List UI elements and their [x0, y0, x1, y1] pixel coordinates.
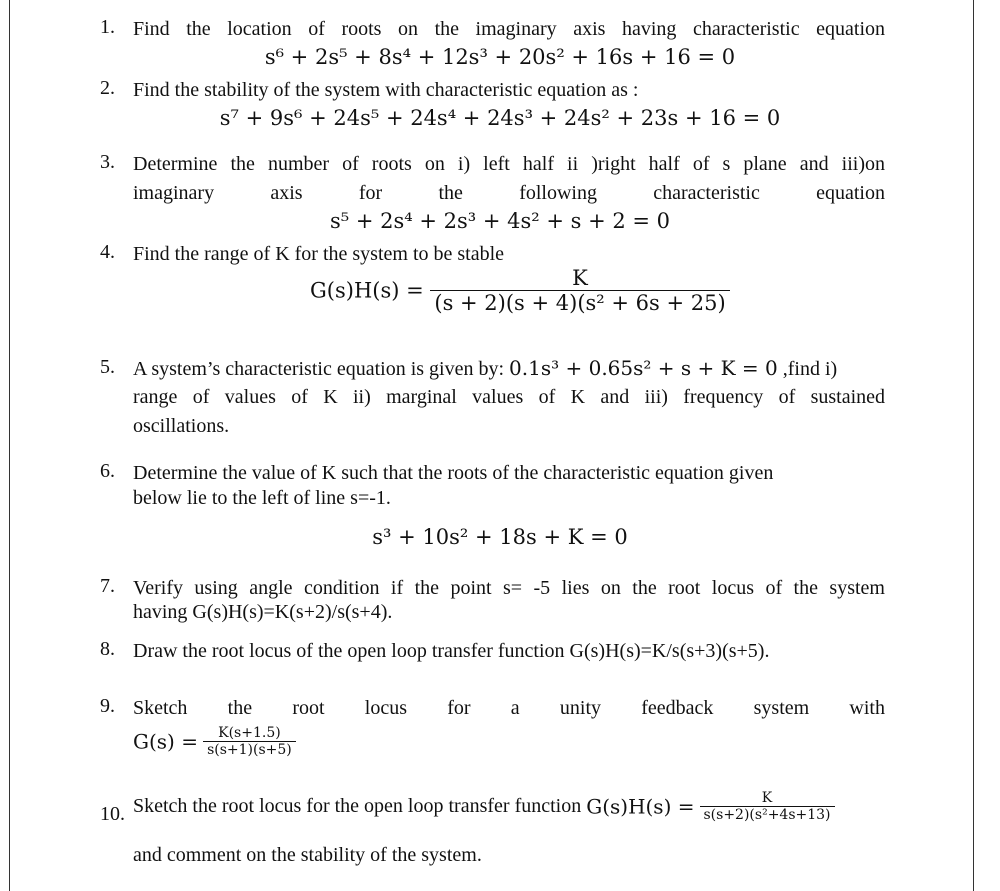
- equation-lhs: G(s) =: [133, 729, 198, 754]
- numerator: K: [761, 790, 773, 806]
- question-number: 2.: [100, 77, 115, 99]
- question-number: 7.: [100, 575, 115, 597]
- left-border: [9, 0, 10, 891]
- question-number: 1.: [100, 16, 115, 38]
- equation: s⁵ + 2s⁴ + 2s³ + 4s² + s + 2 = 0: [329, 209, 671, 233]
- equation: s⁶ + 2s⁵ + 8s⁴ + 12s³ + 20s² + 16s + 16 = 0: [264, 45, 736, 69]
- right-border: [973, 0, 974, 891]
- equation-lhs: G(s)H(s) =: [310, 278, 424, 303]
- question-text-line: Determine the number of roots on i) left half ii )right half of s plane and iii)on: [133, 153, 885, 175]
- question-text-line: having G(s)H(s)=K(s+2)/s(s+4).: [133, 601, 393, 623]
- question-number: 5.: [100, 356, 115, 378]
- equation: s³ + 10s² + 18s + K = 0: [372, 525, 628, 549]
- question-text-line: imaginary axis for the following characteristic equation: [133, 182, 885, 204]
- numerator: K(s+1.5): [218, 725, 281, 741]
- question-text-line: and comment on the stability of the system.: [133, 844, 482, 866]
- question-text-line: [133, 354, 885, 384]
- denominator: s(s+1)(s+5): [203, 741, 296, 758]
- question-text-line: oscillations.: [133, 415, 230, 437]
- transfer-function: [133, 725, 296, 758]
- question-number: 4.: [100, 241, 115, 263]
- question-text-line: below lie to the left of line s=-1.: [133, 487, 391, 509]
- equation: s⁷ + 9s⁶ + 24s⁵ + 24s⁴ + 24s³ + 24s² + 23s + 16 = 0: [219, 106, 781, 130]
- question-text-line: Verify using angle condition if the point s= -5 lies on the root locus of the system: [133, 577, 885, 599]
- question-text: Find the range of K for the system to be stable: [133, 243, 505, 265]
- question-number: 6.: [100, 460, 115, 482]
- denominator: s(s+2)(s²+4s+13): [700, 806, 835, 823]
- question-text: Find the stability of the system with characteristic equation as :: [133, 79, 639, 101]
- equation-lhs: G(s)H(s) =: [586, 794, 695, 819]
- fraction: [203, 725, 296, 758]
- question-text-line: Determine the value of K such that the roots of the characteristic equation given: [133, 462, 774, 484]
- question-text-line: [133, 790, 835, 823]
- question-number: 10.: [100, 803, 125, 825]
- denominator: (s + 2)(s + 4)(s² + 6s + 25): [430, 290, 729, 315]
- question-text: Sketch the root locus for the open loop transfer function: [133, 795, 587, 817]
- question-text-line: range of values of K ii) marginal values of K and iii) frequency of sustained: [133, 386, 885, 408]
- question-number: 9.: [100, 695, 115, 717]
- question-text: Draw the root locus of the open loop transfer function G(s)H(s)=K/s(s+3)(s+5).: [133, 640, 770, 662]
- question-number: 8.: [100, 638, 115, 660]
- question-text: Find the location of roots on the imaginary axis having characteristic equation: [133, 18, 885, 40]
- question-text: ,find i): [777, 358, 838, 380]
- inline-equation: 0.1s³ + 0.65s² + s + K = 0: [509, 356, 778, 380]
- numerator: K: [572, 266, 588, 290]
- question-number: 3.: [100, 151, 115, 173]
- fraction: [430, 266, 729, 315]
- fraction: [700, 790, 835, 823]
- transfer-function: [310, 266, 730, 315]
- question-text-line: Sketch the root locus for a unity feedback system with: [133, 697, 885, 719]
- question-text: A system’s characteristic equation is given by:: [133, 358, 510, 380]
